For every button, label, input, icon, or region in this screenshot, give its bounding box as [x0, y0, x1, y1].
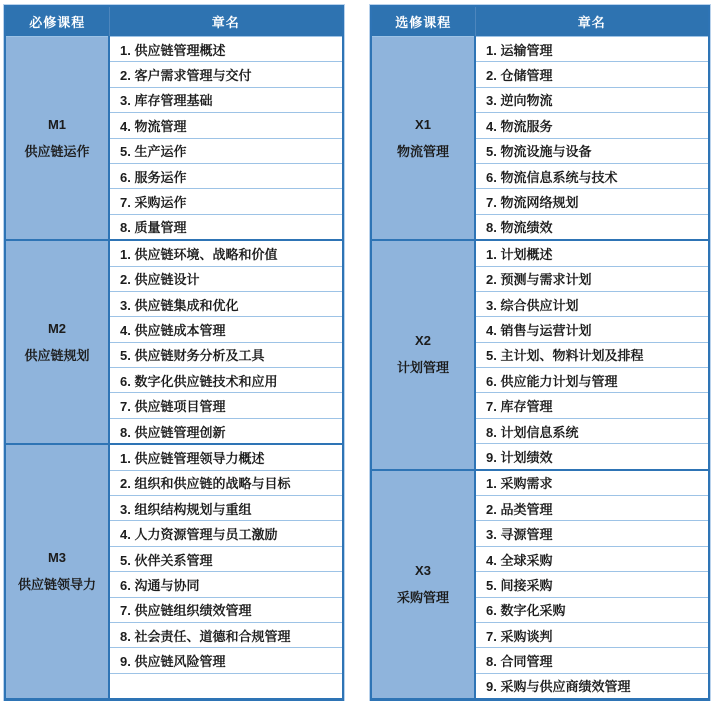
- chapter-cell: 7. 供应链项目管理: [109, 393, 343, 418]
- module-name: 物流管理: [396, 143, 449, 159]
- chapter-cell: 9. 供应链风险管理: [109, 648, 343, 673]
- chapter-cell: 3. 综合供应计划: [475, 291, 709, 316]
- chapter-cell: 4. 物流管理: [109, 113, 343, 138]
- chapter-cell: 8. 供应链管理创新: [109, 418, 343, 444]
- chapter-cell: 6. 数字化供应链技术和应用: [109, 368, 343, 393]
- chapter-cell: 2. 仓储管理: [475, 62, 709, 87]
- table-row: [5, 240, 343, 266]
- elective-courses-table: [370, 5, 710, 701]
- module-cell-m3: [5, 444, 109, 699]
- chapter-cell: 6. 数字化采购: [475, 597, 709, 622]
- module-name: 计划管理: [396, 360, 449, 376]
- chapter-cell: 2. 组织和供应链的战略与目标: [109, 470, 343, 495]
- module-code: X2: [415, 333, 431, 349]
- module-cell-m1: [5, 37, 109, 241]
- chapter-cell: 4. 人力资源管理与员工激励: [109, 521, 343, 546]
- chapter-cell: 3. 逆向物流: [475, 87, 709, 112]
- module-cell-x1: [371, 37, 475, 241]
- chapter-cell: 3. 库存管理基础: [109, 87, 343, 112]
- chapter-cell: 1. 供应链管理概述: [109, 37, 343, 62]
- chapter-cell: 9. 采购与供应商绩效管理: [475, 673, 709, 699]
- module-section-m3: [5, 444, 343, 699]
- module-cell-x3: [371, 470, 475, 700]
- chapter-cell: 4. 销售与运营计划: [475, 317, 709, 342]
- chapter-cell: 6. 沟通与协同: [109, 572, 343, 597]
- chapter-cell: 8. 合同管理: [475, 648, 709, 673]
- chapter-cell: 5. 供应链财务分析及工具: [109, 342, 343, 367]
- module-section-x1: [371, 37, 709, 241]
- chapter-cell: 4. 物流服务: [475, 113, 709, 138]
- chapter-cell: 3. 供应链集成和优化: [109, 291, 343, 316]
- module-code: X1: [415, 116, 431, 132]
- chapter-cell: 7. 采购运作: [109, 189, 343, 214]
- chapter-cell: 5. 主计划、物料计划及排程: [475, 342, 709, 367]
- module-section-x2: [371, 240, 709, 470]
- chapter-cell: 2. 客户需求管理与交付: [109, 62, 343, 87]
- module-name: 供应链规划: [24, 347, 90, 363]
- module-code: X3: [415, 562, 431, 578]
- table-row: [5, 444, 343, 470]
- chapter-cell: 6. 供应能力计划与管理: [475, 368, 709, 393]
- module-code: M1: [47, 116, 67, 132]
- chapter-cell: 1. 计划概述: [475, 240, 709, 266]
- module-section-m1: [5, 37, 343, 241]
- module-code: M3: [47, 550, 67, 566]
- module-section-x3: [371, 470, 709, 700]
- chapter-cell: 3. 组织结构规划与重组: [109, 496, 343, 521]
- chapter-cell: 7. 供应链组织绩效管理: [109, 597, 343, 622]
- chapter-cell: 5. 伙伴关系管理: [109, 546, 343, 571]
- chapter-cell: 8. 质量管理: [109, 214, 343, 240]
- module-cell-x2: [371, 240, 475, 470]
- table-row: [371, 240, 709, 266]
- chapter-cell: 5. 生产运作: [109, 138, 343, 163]
- table-row: [371, 470, 709, 496]
- module-cell-m2: [5, 240, 109, 444]
- module-name: 供应链领导力: [17, 577, 96, 593]
- chapter-cell: 6. 服务运作: [109, 163, 343, 188]
- chapter-cell: 4. 供应链成本管理: [109, 317, 343, 342]
- chapter-cell: 7. 采购谈判: [475, 622, 709, 647]
- chapter-cell: 2. 品类管理: [475, 496, 709, 521]
- elective-courses-chapter-column-header: 章名: [475, 6, 709, 37]
- chapter-cell: 8. 社会责任、道德和合规管理: [109, 622, 343, 647]
- chapter-cell: 1. 采购需求: [475, 470, 709, 496]
- table-row: [371, 37, 709, 62]
- chapter-cell: 9. 计划绩效: [475, 444, 709, 470]
- chapter-cell: 2. 供应链设计: [109, 266, 343, 291]
- chapter-cell: [109, 673, 343, 699]
- chapter-cell: 1. 供应链管理领导力概述: [109, 444, 343, 470]
- module-section-m2: [5, 240, 343, 444]
- module-name: 采购管理: [396, 589, 449, 605]
- elective-courses-header-row: [371, 6, 709, 37]
- module-name: 供应链运作: [24, 143, 90, 159]
- elective-courses-course-column-header: 选修课程: [371, 6, 475, 37]
- required-courses-chapter-column-header: 章名: [109, 6, 343, 37]
- chapter-cell: 8. 计划信息系统: [475, 418, 709, 443]
- chapter-cell: 7. 库存管理: [475, 393, 709, 418]
- module-code: M2: [47, 320, 67, 336]
- chapter-cell: 4. 全球采购: [475, 546, 709, 571]
- table-row: [5, 37, 343, 62]
- chapter-cell: 1. 运输管理: [475, 37, 709, 62]
- chapter-cell: 5. 物流设施与设备: [475, 138, 709, 163]
- chapter-cell: 1. 供应链环境、战略和价值: [109, 240, 343, 266]
- chapter-cell: 8. 物流绩效: [475, 214, 709, 240]
- course-tables-container: [4, 5, 707, 701]
- chapter-cell: 6. 物流信息系统与技术: [475, 163, 709, 188]
- required-courses-header-row: [5, 6, 343, 37]
- required-courses-course-column-header: 必修课程: [5, 6, 109, 37]
- required-courses-table: [4, 5, 344, 701]
- chapter-cell: 3. 寻源管理: [475, 521, 709, 546]
- chapter-cell: 5. 间接采购: [475, 572, 709, 597]
- chapter-cell: 7. 物流网络规划: [475, 189, 709, 214]
- chapter-cell: 2. 预测与需求计划: [475, 266, 709, 291]
